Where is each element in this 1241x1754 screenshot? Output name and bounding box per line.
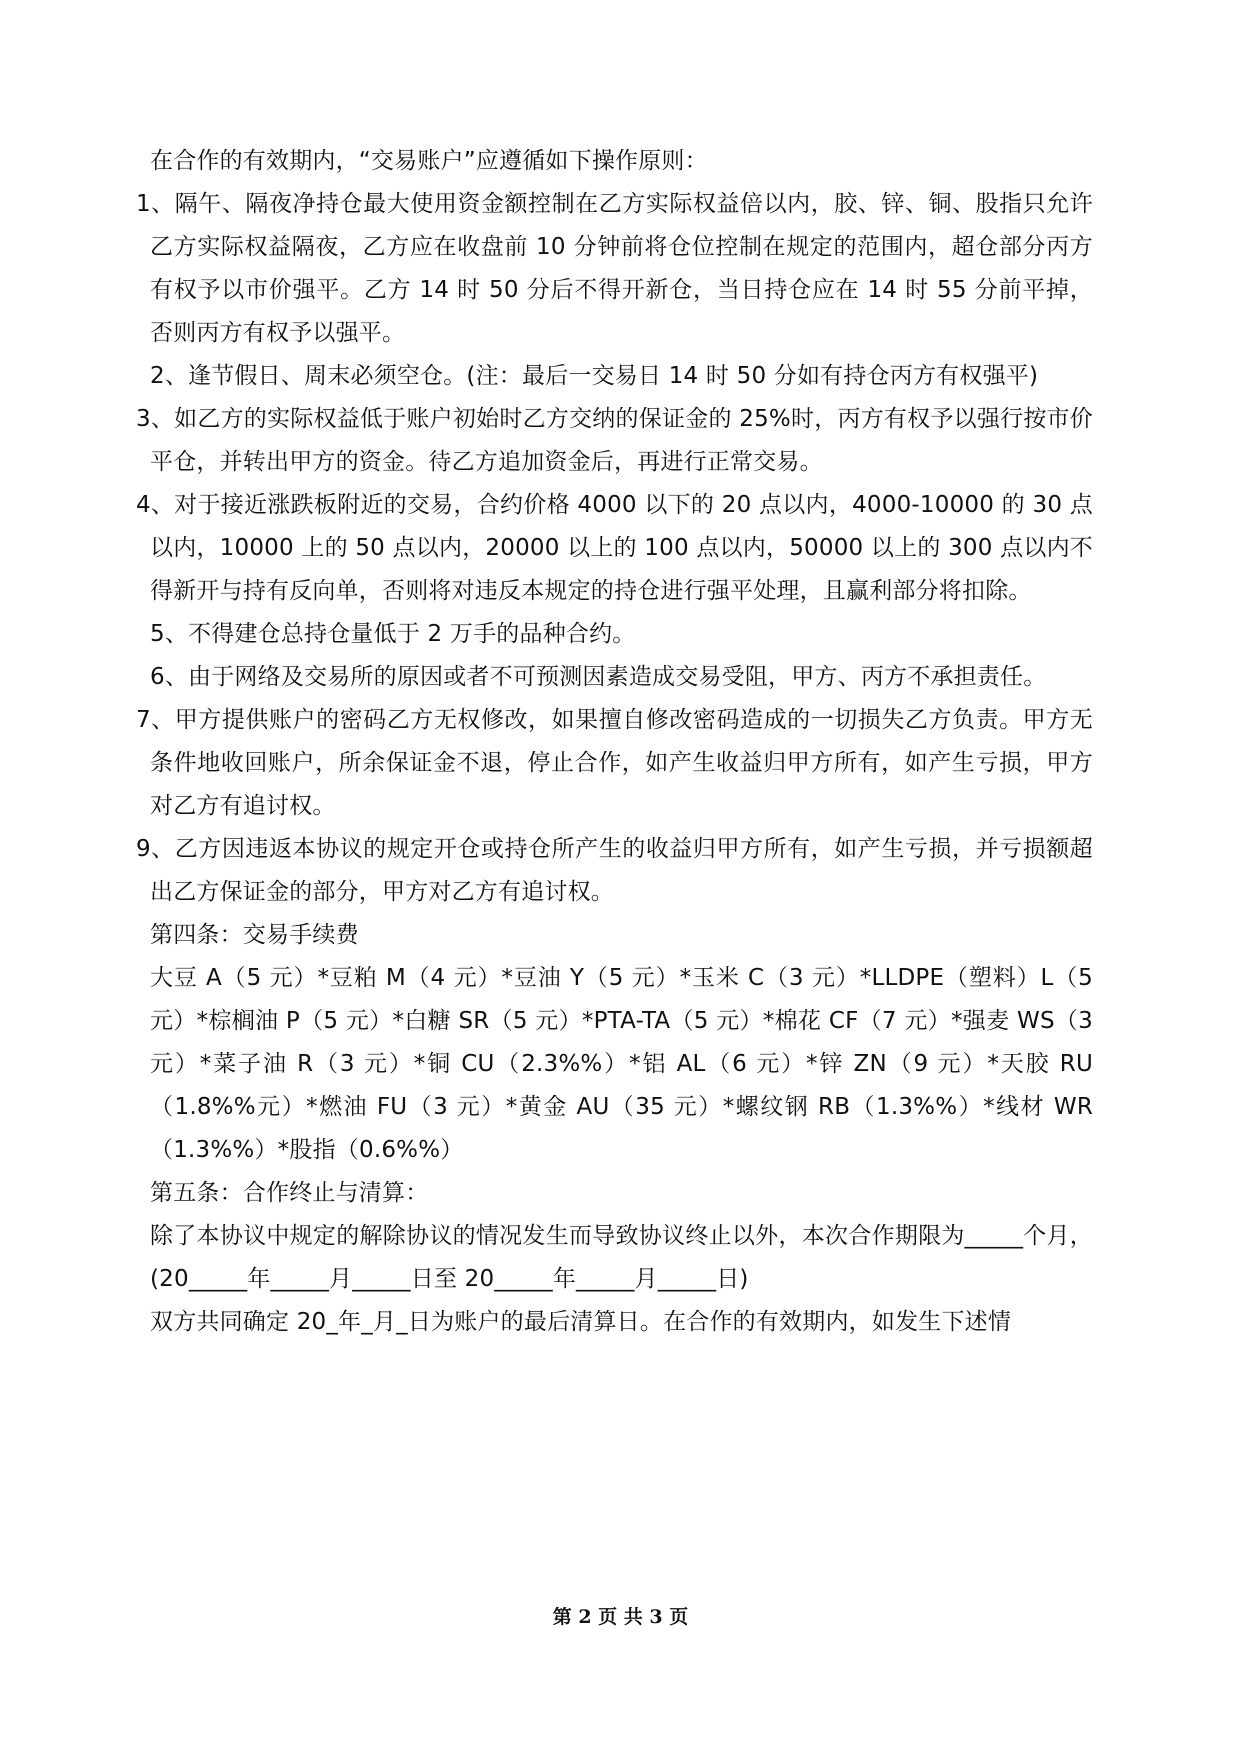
fee-list-paragraph: 大豆 A（5 元）*豆粕 M（4 元）*豆油 Y（5 元）*玉米 C（3 元）*LLDPE（塑料）L（5 元）*棕榈油 P（5 元）*白糖 SR（5 元）*PTA-TA（5 元）*棉花 CF（7 元）*强麦 WS（3 元）*菜子油 R（3 元）*铜 CU（2.3%%）*铝 AL（6 元）*锌 ZN（9 元）*天胶 RU（1.8%%元）*燃油 FU（3 元）*黄金 AU（35 元）*螺纹钢 RB（1.3%%）*线材 WR（1.3%%）*股指（0.6%%） xyxy=(150,965,1093,1163)
article-4-heading: 第四条：交易手续费 xyxy=(150,922,359,948)
rule-2-paragraph: 2、逢节假日、周末必须空仓。(注：最后一交易日 14 时 50 分如有持仓丙方有权强平) xyxy=(150,363,1039,389)
rule-9-paragraph: 9、乙方因违返本协议的规定开仓或持仓所产生的收益归甲方所有，如产生亏损，并亏损额超出乙方保证金的部分，甲方对乙方有追讨权。 xyxy=(136,836,1093,905)
intro-paragraph: 在合作的有效期内，“交易账户”应遵循如下操作原则： xyxy=(150,148,708,174)
page-footer: 第 2 页 共 3 页 xyxy=(552,1606,689,1628)
term-paragraph: 除了本协议中规定的解除协议的情况发生而导致协议终止以外，本次合作期限为_____个月，(20_____年_____月_____日至 20_____年_____月_____日) xyxy=(150,1223,1093,1292)
settlement-paragraph: 双方共同确定 20_年_月_日为账户的最后清算日。在合作的有效期内，如发生下述情 xyxy=(150,1309,1012,1335)
rule-1-paragraph: 1、隔午、隔夜净持仓最大使用资金额控制在乙方实际权益倍以内，胶、锌、铜、股指只允许乙方实际权益隔夜，乙方应在收盘前 10 分钟前将仓位控制在规定的范围内，超仓部分丙方有权予以市价强平。乙方 14 时 50 分后不得开新仓，当日持仓应在 14 时 55 分前平掉，否则丙方有权予以强平。 xyxy=(136,191,1093,346)
article-5-heading: 第五条：合作终止与清算： xyxy=(150,1180,429,1206)
rule-6-paragraph: 6、由于网络及交易所的原因或者不可预测因素造成交易受阻，甲方、丙方不承担责任。 xyxy=(150,664,1047,690)
rule-3-paragraph: 3、如乙方的实际权益低于账户初始时乙方交纳的保证金的 25%时，丙方有权予以强行按市价平仓，并转出甲方的资金。待乙方追加资金后，再进行正常交易。 xyxy=(136,406,1093,475)
rule-4-paragraph: 4、对于接近涨跌板附近的交易，合约价格 4000 以下的 20 点以内，4000-10000 的 30 点以内，10000 上的 50 点以内，20000 以上的 100 点以内，50000 以上的 300 点以内不得新开与持有反向单，否则将对违反本规定的持仓进行强平处理，且赢利部分将扣除。 xyxy=(136,492,1093,604)
document-body xyxy=(136,140,1093,1344)
rule-5-paragraph: 5、不得建仓总持仓量低于 2 万手的品种合约。 xyxy=(150,621,636,647)
rule-7-paragraph: 7、甲方提供账户的密码乙方无权修改，如果擅自修改密码造成的一切损失乙方负责。甲方无条件地收回账户，所余保证金不退，停止合作，如产生收益归甲方所有，如产生亏损，甲方对乙方有追讨权。 xyxy=(136,707,1093,819)
